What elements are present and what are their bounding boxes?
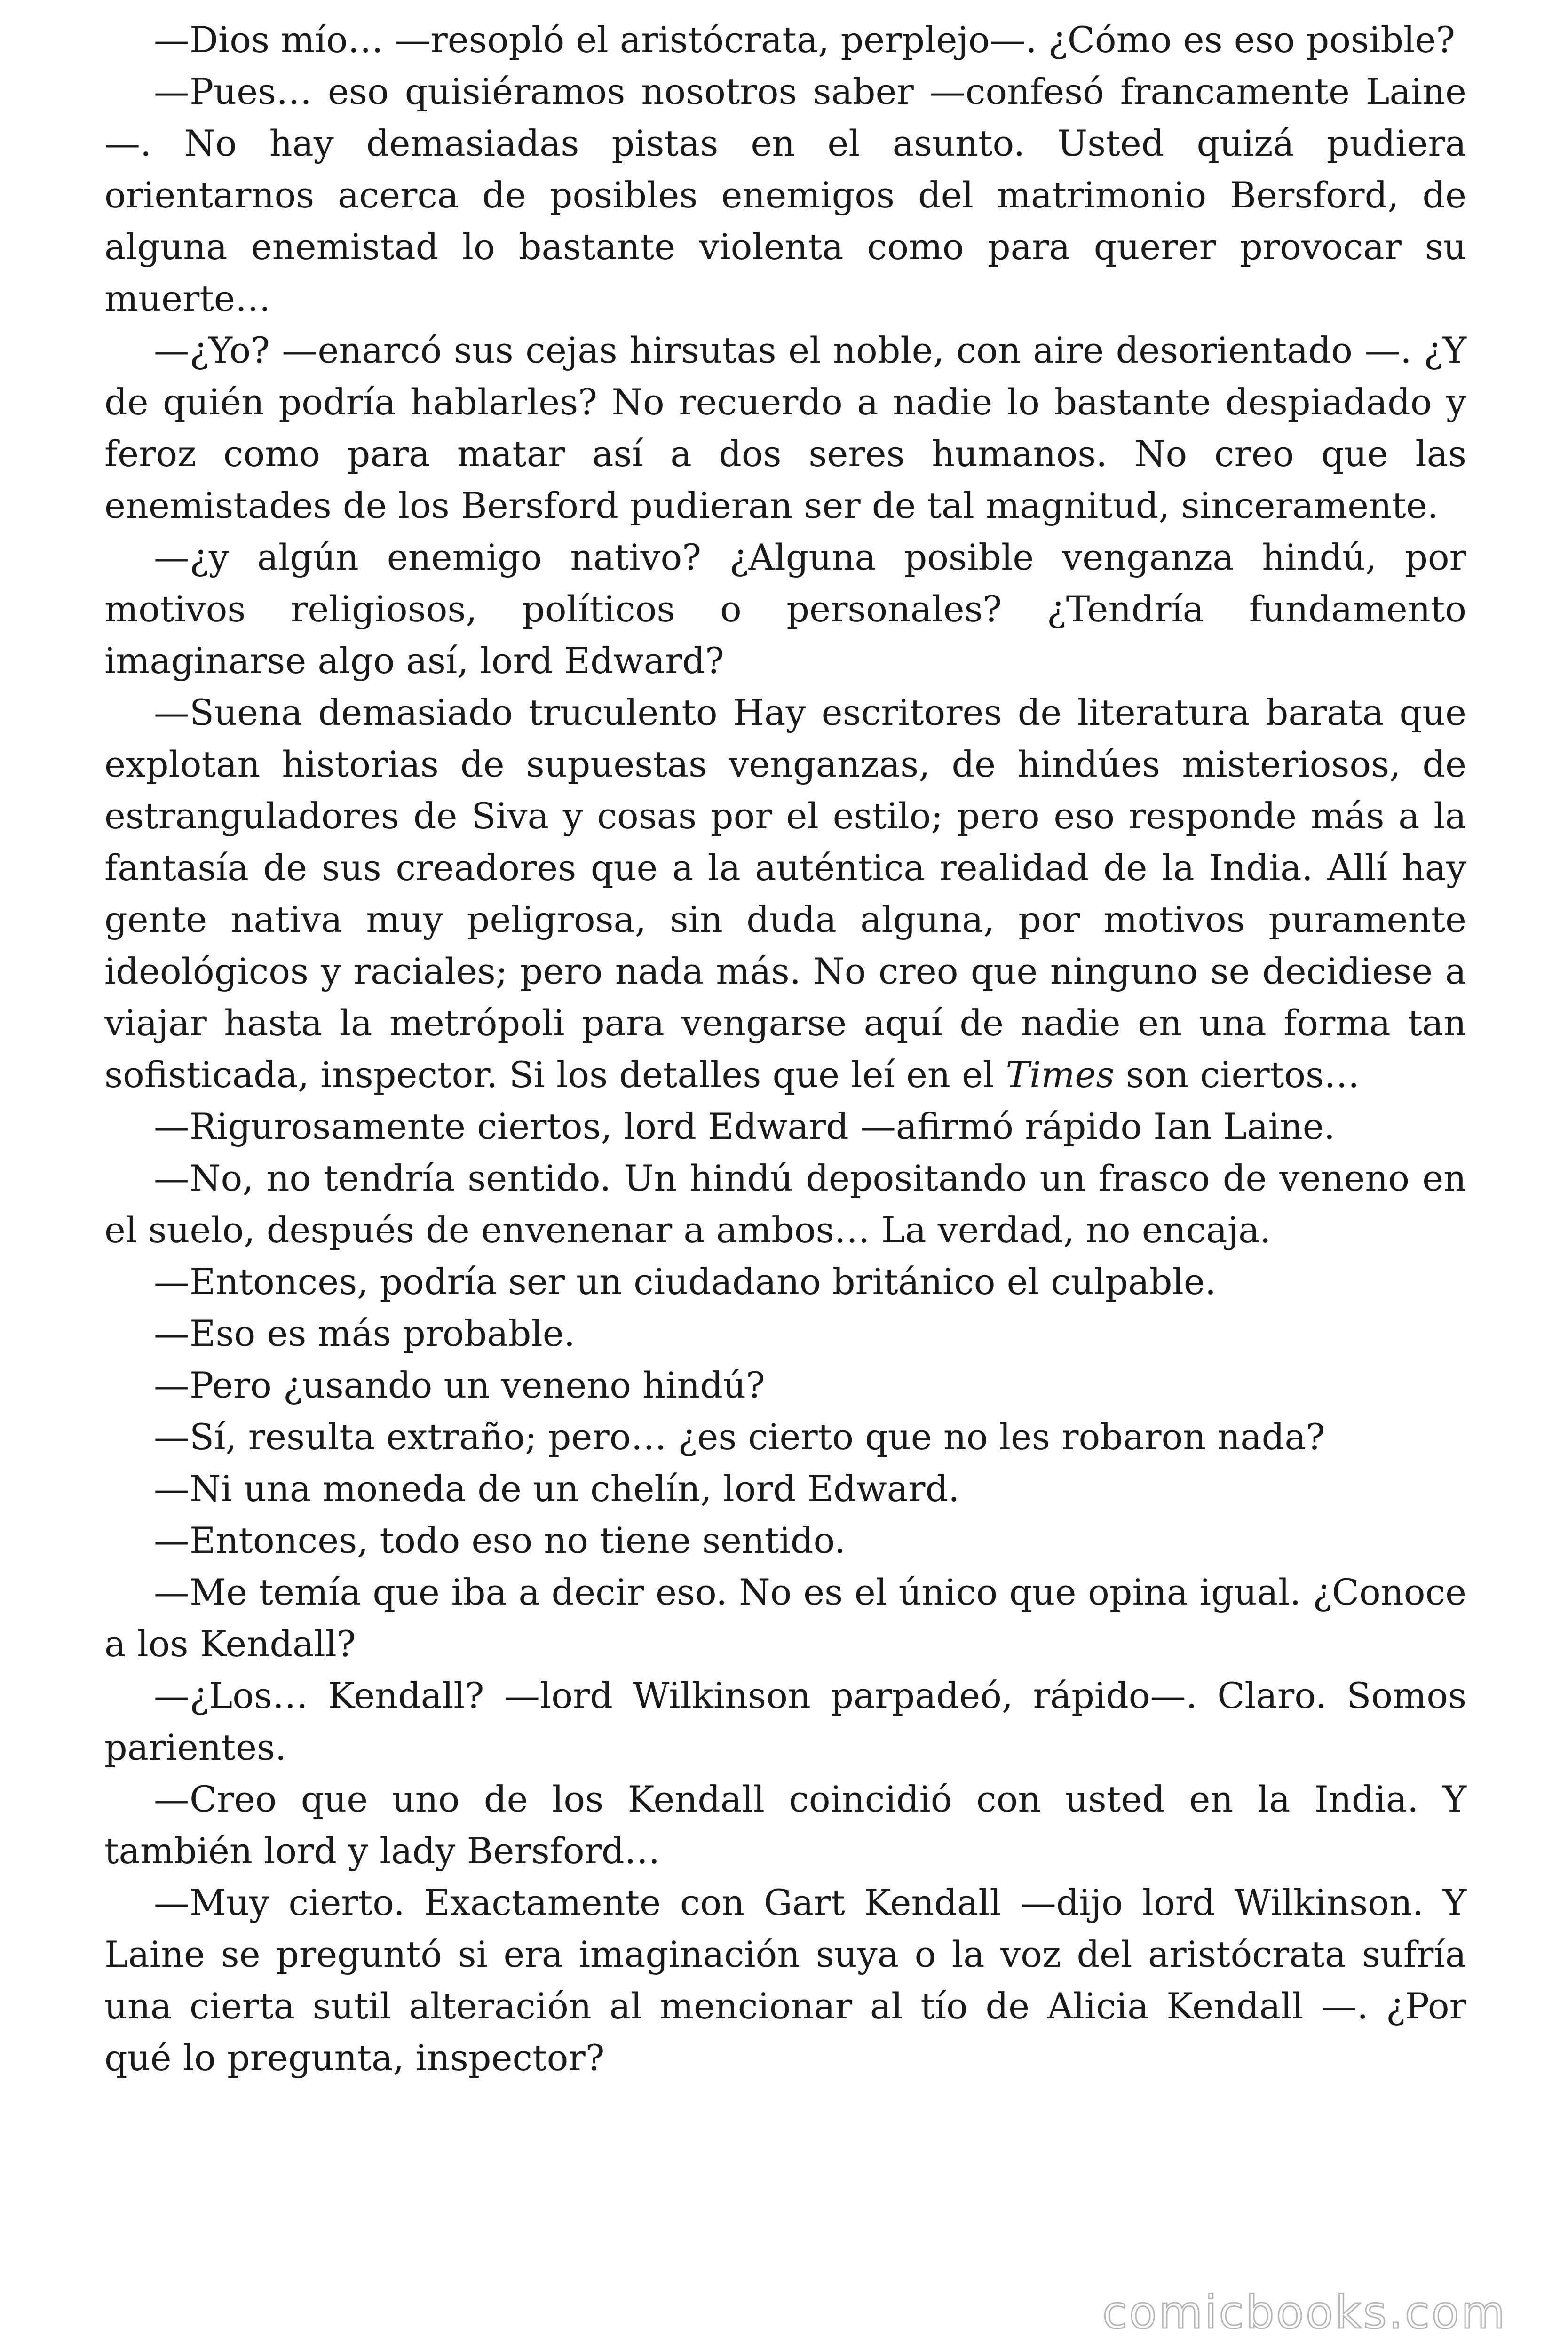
paragraph-3: —¿Yo? —enarcó sus cejas hirsutas el noble, con aire desorientado —. ¿Y de quién podría hablarles? No recuerdo a nadie lo bastante despiadado y feroz como para matar así a dos seres humanos. No creo que las enemistades de los Bersford pudieran ser de tal magnitud, sinceramente. (104, 329, 1466, 526)
paragraph-5-tail: son ciertos… (1114, 1054, 1360, 1096)
paragraph-5-text: —Suena demasiado truculento Hay escritores de literatura barata que explotan historias de supuestas venganzas, de hindúes misteriosos, de estranguladores de Siva y cosas por el estilo; pero eso responde más a la fantasía de sus creadores que a la auténtica realidad de la India. Allí hay gente nativa muy peligrosa, sin duda alguna, por motivos puramente ideológicos y raciales; pero nada más. No creo que ninguno se decidiese a viajar hasta la metrópoli para vengarse aquí de nadie en una forma tan sofisticada, inspector. Si los detalles que leí en el (104, 691, 1466, 1096)
paragraph-9: —Eso es más probable. (154, 1312, 575, 1354)
paragraph-8: —Entonces, podría ser un ciudadano británico el culpable. (154, 1261, 1216, 1303)
paragraph-10: —Pero ¿usando un veneno hindú? (154, 1364, 765, 1406)
paragraph-14: —Me temía que iba a decir eso. No es el único que opina igual. ¿Conoce a los Kendall? (104, 1571, 1466, 1665)
paragraph-15: —¿Los… Kendall? —lord Wilkinson parpadeó, rápido—. Claro. Somos parientes. (104, 1675, 1466, 1768)
watermark: comicbooks.com (1102, 2286, 1507, 2339)
paragraph-4: —¿y algún enemigo nativo? ¿Alguna posible venganza hindú, por motivos religiosos, políticos o personales? ¿Tendría fundamento imaginarse algo así, lord Edward? (104, 536, 1466, 682)
paragraph-12: —Ni una moneda de un chelín, lord Edward. (154, 1468, 960, 1510)
paragraph-17: —Muy cierto. Exactamente con Gart Kendall —dijo lord Wilkinson. Y Laine se preguntó si era imaginación suya o la voz del aristócrata sufría una cierta sutil alteración al mencionar al tío de Alicia Kendall —. ¿Por qué lo pregunta, inspector? (104, 1882, 1466, 2079)
paragraph-6: —Rigurosamente ciertos, lord Edward —afirmó rápido Ian Laine. (154, 1105, 1335, 1147)
paragraph-7: —No, no tendría sentido. Un hindú depositando un frasco de veneno en el suelo, después de envenenar a ambos… La verdad, no encaja. (104, 1157, 1466, 1251)
paragraph-5 (104, 687, 1466, 1101)
paragraph-13: —Entonces, todo eso no tiene sentido. (154, 1519, 846, 1561)
paragraph-2: —Pues… eso quisiéramos nosotros saber —confesó francamente Laine—. No hay demasiadas pistas en el asunto. Usted quizá pudiera orientarnos acerca de posibles enemigos del matrimonio Bersford, de alguna enemistad lo bastante violenta como para querer provocar su muerte… (104, 71, 1466, 319)
paragraph-11: —Sí, resulta extraño; pero… ¿es cierto que no les robaron nada? (154, 1416, 1325, 1458)
newspaper-title: Times (1006, 1054, 1115, 1096)
paragraph-16: —Creo que uno de los Kendall coincidió con usted en la India. Y también lord y lady Bersford… (104, 1778, 1466, 1872)
paragraph-1: —Dios mío… —resopló el aristócrata, perplejo—. ¿Cómo es eso posible? (154, 19, 1456, 61)
document-body (104, 14, 1466, 2084)
